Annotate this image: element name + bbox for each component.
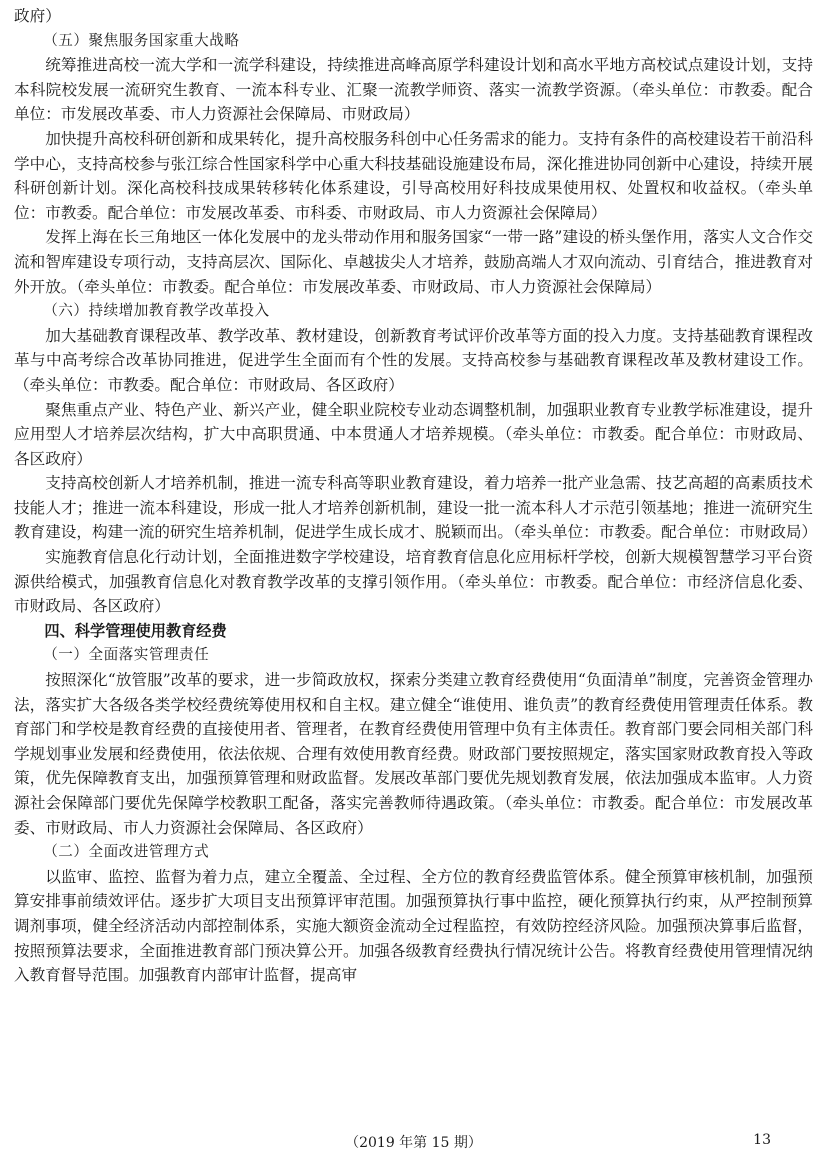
paragraph: 加大基础教育课程改革、教学改革、教材建设，创新教育考试评价改革等方面的投入力度。支持基础教育课程改革与中高考综合改革协同推进，促进学生全面而有个性的发展。支持高校参与基础教育课程改革及教材建设工作。（牵头单位：市教委。配合单位：市财政局、各区政府）: [14, 326, 813, 394]
issue-label: （2019 年第 15 期）: [345, 1135, 482, 1151]
section-heading-1: （一）全面落实管理责任: [43, 646, 210, 664]
section-heading-6: （六）持续增加教育教学改革投入: [43, 302, 270, 320]
paragraph: 加快提升高校科研创新和成果转化，提升高校服务科创中心任务需求的能力。支持有条件的高校建设若干前沿科学中心，支持高校参与张江综合性国家科学中心重大科技基础设施建设布局，深化推进协同创新中心建设，持续开展科研创新计划。深化高校科技成果转移转化体系建设，引导高校用好科技成果使用权、处置权和收益权。（牵头单位：市教委。配合单位：市发展改革委、市科委、市财政局、市人力资源社会保障局）: [14, 129, 813, 222]
paragraph: 发挥上海在长三角地区一体化发展中的龙头带动作用和服务国家“一带一路”建设的桥头堡作用，落实人文合作交流和智库建设专项行动，支持高层次、国际化、卓越拔尖人才培养，鼓励高端人才双向流动、引育结合，推进教育对外开放。（牵头单位：市教委。配合单位：市发展改革委、市财政局、市人力资源社会保障局）: [14, 228, 813, 296]
page-number: 13: [753, 1132, 771, 1148]
page-footer: [0, 1132, 827, 1156]
document-body: [14, 4, 818, 988]
paragraph: 实施教育信息化行动计划，全面推进数字学校建设，培育教育信息化应用标杆学校，创新大规模智慧学习平台资源供给模式，加强教育信息化对教育教学改革的支撑引领作用。（牵头单位：市教委。配合单位：市经济信息化委、市财政局、各区政府）: [14, 548, 813, 616]
section-heading-5: （五）聚焦服务国家重大战略: [43, 31, 240, 49]
paragraph: 以监审、监控、监督为着力点，建立全覆盖、全过程、全方位的教育经费监管体系。健全预算审核机制，加强预算安排事前绩效评估。逐步扩大项目支出预算评审范围。加强预算执行事中监控，硬化预算执行约束，从严控制预算调剂事项，健全经济活动内部控制体系，实施大额资金流动全过程监控，有效防控经济风险。加强预决算事后监督，按照预算法要求，全面推进教育部门预决算公开。加强各级教育经费执行情况统计公告。将教育经费使用管理情况纳入教育督导范围。加强教育内部审计监督，提高审: [14, 867, 813, 985]
paragraph: 聚焦重点产业、特色产业、新兴产业，健全职业院校专业动态调整机制，加强职业教育专业教学标准建设，提升应用型人才培养层次结构，扩大中高职贯通、中本贯通人才培养规模。（牵头单位：市教委。配合单位：市财政局、各区政府）: [14, 400, 813, 468]
paragraph: 按照深化“放管服”改革的要求，进一步简政放权，探索分类建立教育经费使用“负面清单”制度，完善资金管理办法，落实扩大各级各类学校经费统筹使用权和自主权。建立健全“谁使用、谁负责”的教育经费使用管理责任体系。教育部门和学校是教育经费的直接使用者、管理者，在教育经费使用管理中负有主体责任。教育部门要会同相关部门科学规划事业发展和经费使用，依法依规、合理有效使用教育经费。财政部门要按照规定，落实国家财政教育投入等政策，优先保障教育支出，加强预算管理和财政监督。发展改革部门要优先规划教育发展，依法加强成本监审。人力资源社会保障部门要优先保障学校教职工配备，落实完善教师待遇政策。（牵头单位：市教委。配合单位：市发展改革委、市财政局、市人力资源社会保障局、各区政府）: [14, 671, 813, 837]
paragraph: 支持高校创新人才培养机制，推进一流专科高等职业教育建设，着力培养一批产业急需、技艺高超的高素质技术技能人才；推进一流本科建设，形成一批人才培养创新机制，建设一批一流本科人才示范引领基地；推进一流研究生教育建设，构建一流的研究生培养机制，促进学生成长成才、脱颖而出。（牵头单位：市教委。配合单位：市财政局）: [14, 474, 818, 542]
paragraph: 统筹推进高校一流大学和一流学科建设，持续推进高峰高原学科建设计划和高水平地方高校试点建设计划，支持本科院校发展一流研究生教育、一流本科专业、汇聚一流教学师资、落实一流教学资源。（牵头单位：市教委。配合单位：市发展改革委、市人力资源社会保障局、市财政局）: [14, 56, 813, 124]
chapter-heading-4: 四、科学管理使用教育经费: [44, 621, 227, 640]
paragraph-continuation: 政府）: [14, 7, 61, 25]
section-heading-2: （二）全面改进管理方式: [43, 843, 210, 861]
